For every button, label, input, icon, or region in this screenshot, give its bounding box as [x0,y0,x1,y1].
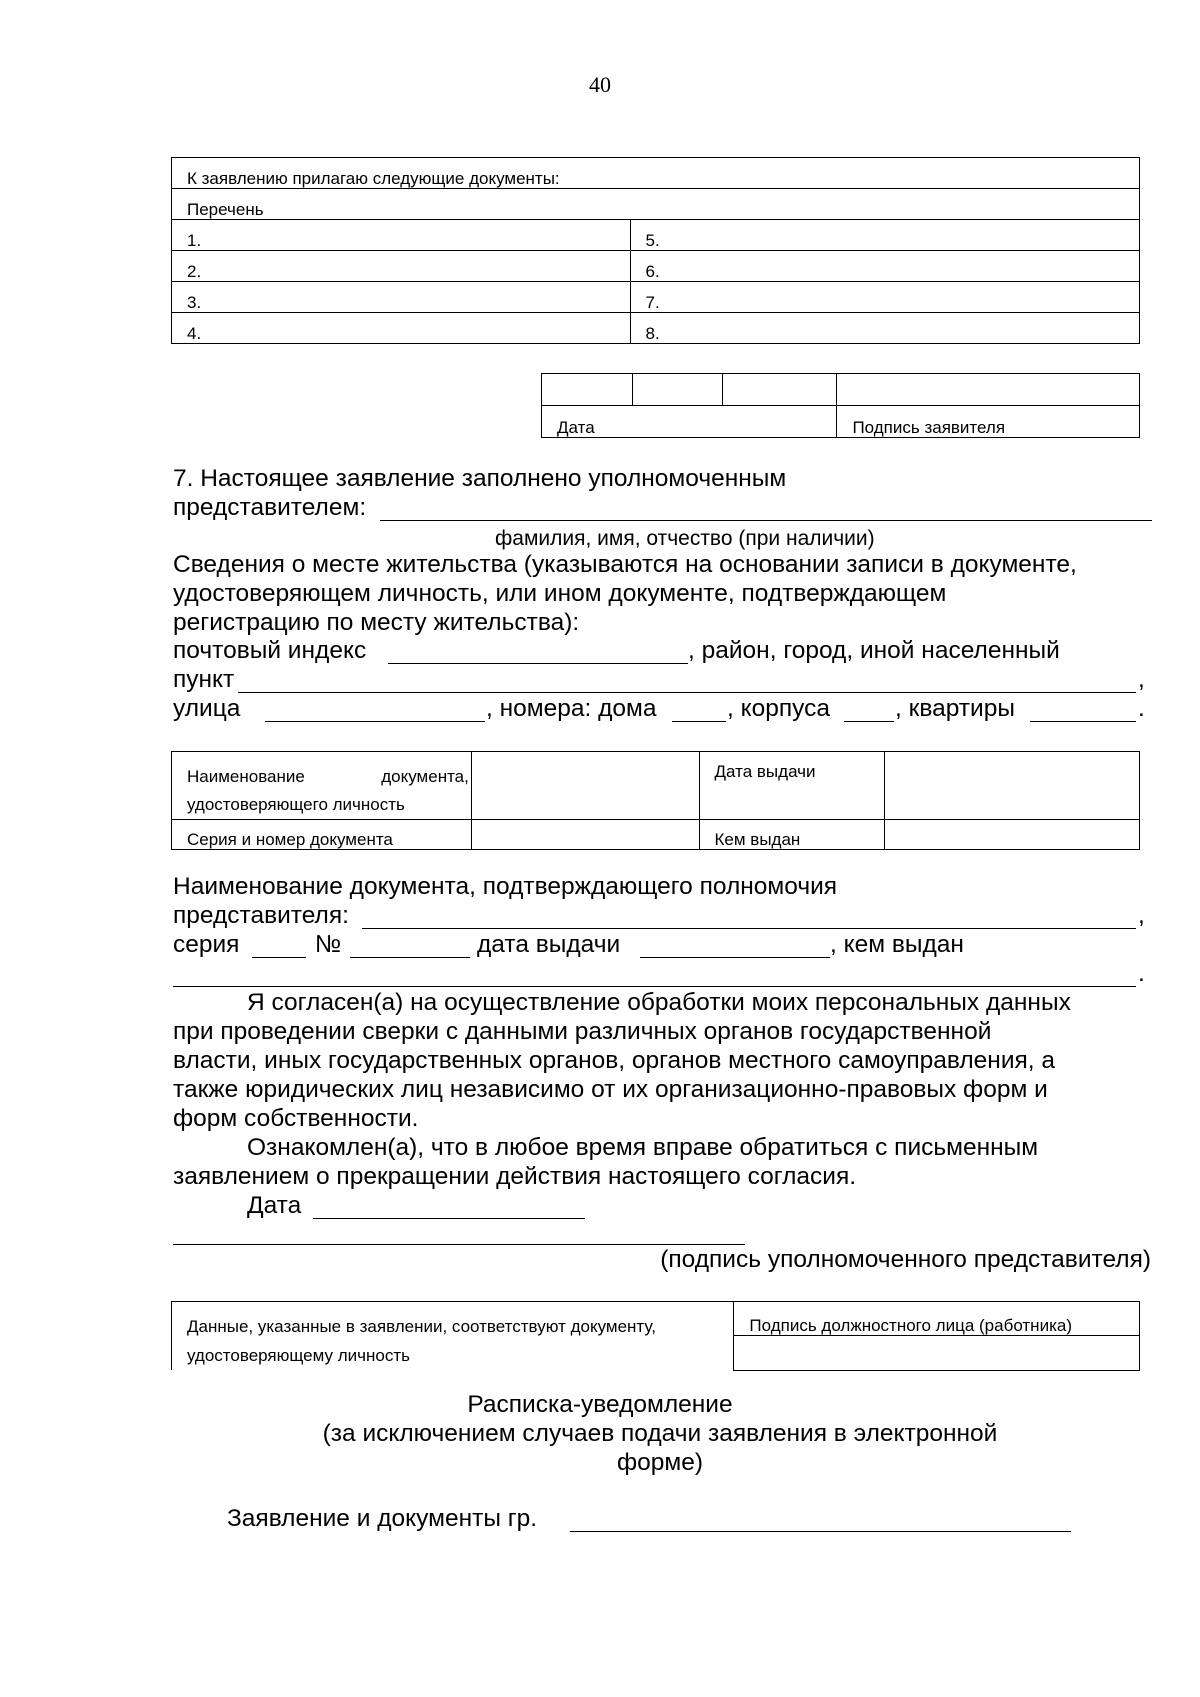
block-field[interactable] [844,721,894,722]
verification-text-2: удостоверяющему личность [187,1346,410,1365]
id-doc-issued-by-label: Кем выдан [699,820,885,850]
residence-line3: регистрацию по месту жительства): [173,609,580,636]
applicant-signature-cell[interactable] [837,374,1140,406]
settlement-field[interactable] [238,692,1136,693]
authority-series-field[interactable] [252,957,306,958]
applicant-signature-label: Подпись заявителя [837,406,1140,438]
date-year-cell[interactable] [722,374,837,406]
consent-p1-line3: власти, иных государственных органов, органов местного самоуправления, а [173,1047,1056,1074]
authority-issued-by-field[interactable] [173,986,1136,987]
consent-date-label: Дата [247,1192,302,1219]
id-doc-name-label-1: Наименование [187,767,305,786]
section7-line1: 7. Настоящее заявление заполнено уполномоченным [173,465,787,492]
consent-p2-line2: заявлением о прекращении действия настоящего согласия. [173,1163,857,1190]
residence-line1: Сведения о месте жительства (указываются на основании записи в документе, [173,551,1077,578]
consent-date-field[interactable] [313,1218,585,1219]
date-month-cell[interactable] [632,374,722,406]
representative-signature-hint: (подпись уполномоченного представителя) [660,1246,1151,1273]
postal-code-label: почтовый индекс [173,637,367,664]
attachment-item[interactable]: 2. [172,251,631,282]
id-doc-issued-by-field[interactable] [885,820,1140,850]
official-signature-label: Подпись должностного лица (работника) [734,1302,1140,1336]
date-label: Дата [542,406,837,438]
authority-line2: представителя: [173,902,349,929]
id-doc-issue-date-label: Дата выдачи [699,752,885,820]
block-label: , корпуса [727,695,830,722]
authority-date-label: дата выдачи [477,931,621,958]
receipt-title: Расписка-уведомление [467,1391,733,1418]
date-signature-table [541,373,1140,438]
street-field[interactable] [265,721,485,722]
verification-text-1: Данные, указанные в заявлении, соответствуют документу, [187,1317,656,1336]
id-doc-series-field[interactable] [471,820,699,850]
id-document-table [171,751,1140,850]
flat-label: , квартиры [895,695,1015,722]
authority-period: . [1138,960,1145,987]
consent-p1-line2: при проведении сверки с данными различных органов государственной [173,1018,992,1045]
authority-date-field[interactable] [640,957,830,958]
verification-text-cell [172,1302,734,1371]
house-field[interactable] [672,721,726,722]
attachment-item[interactable]: 5. [630,220,1139,251]
authority-number-field[interactable] [350,957,470,958]
district-label: , район, город, иной населенный [688,637,1060,664]
fio-hint: фамилия, имя, отчество (при наличии) [495,527,875,550]
attachment-item[interactable]: 6. [630,251,1139,282]
consent-p2-line1: Ознакомлен(а), что в любое время вправе обратиться с письменным [247,1134,1039,1161]
flat-field[interactable] [1030,721,1136,722]
attachment-item[interactable]: 1. [172,220,631,251]
postal-code-field[interactable] [388,663,688,664]
receipt-subtitle-1: (за исключением случаев подачи заявления в электронной [322,1420,998,1447]
attachment-item[interactable]: 7. [630,282,1139,313]
verification-table [171,1301,1140,1371]
settlement-label: пункт [173,666,235,693]
page-number: 40 [589,72,611,97]
official-signature-field[interactable] [734,1336,1140,1370]
receipt-subtitle-2: форме) [616,1449,704,1476]
id-doc-name-label-2: документа, [381,767,469,786]
consent-p1-line1: Я согласен(а) на осуществление обработки моих персональных данных [247,989,1071,1016]
id-doc-issue-date-field[interactable] [885,752,1140,820]
attachments-list-label: Перечень [172,189,1140,220]
receipt-docs-label: Заявление и документы гр. [227,1505,538,1532]
representative-signature-field[interactable] [173,1244,745,1245]
authority-line1: Наименование документа, подтверждающего полномочия [173,873,838,900]
authority-comma: , [1138,902,1145,929]
id-doc-series-label: Серия и номер документа [172,820,472,850]
id-doc-name-cell [172,752,472,820]
settlement-comma: , [1138,666,1145,693]
section7-line2: представителем: [173,494,367,521]
representative-name-field[interactable] [380,520,1152,521]
authority-doc-field[interactable] [362,928,1136,929]
street-label: улица [173,695,241,722]
authority-issued-by-label: , кем выдан [830,931,964,958]
id-doc-name-label-3: удостоверяющего личность [187,795,405,814]
attachment-item[interactable]: 8. [630,313,1139,344]
attachments-header: К заявлению прилагаю следующие документы: [172,158,1140,189]
house-label: , номера: дома [486,695,657,722]
date-day-cell[interactable] [542,374,633,406]
authority-number-label: № [315,931,342,958]
street-period: . [1138,695,1145,722]
id-doc-name-field[interactable] [471,752,699,820]
consent-p1-line5: форм собственности. [173,1105,419,1132]
residence-line2: удостоверяющем личность, или ином документе, подтверждающем [173,580,947,607]
attachments-table [171,157,1140,344]
authority-series-label: серия [173,931,240,958]
receipt-citizen-field[interactable] [570,1531,1071,1532]
attachment-item[interactable]: 4. [172,313,631,344]
consent-p1-line4: также юридических лиц независимо от их организационно-правовых форм и [173,1076,1048,1103]
attachment-item[interactable]: 3. [172,282,631,313]
